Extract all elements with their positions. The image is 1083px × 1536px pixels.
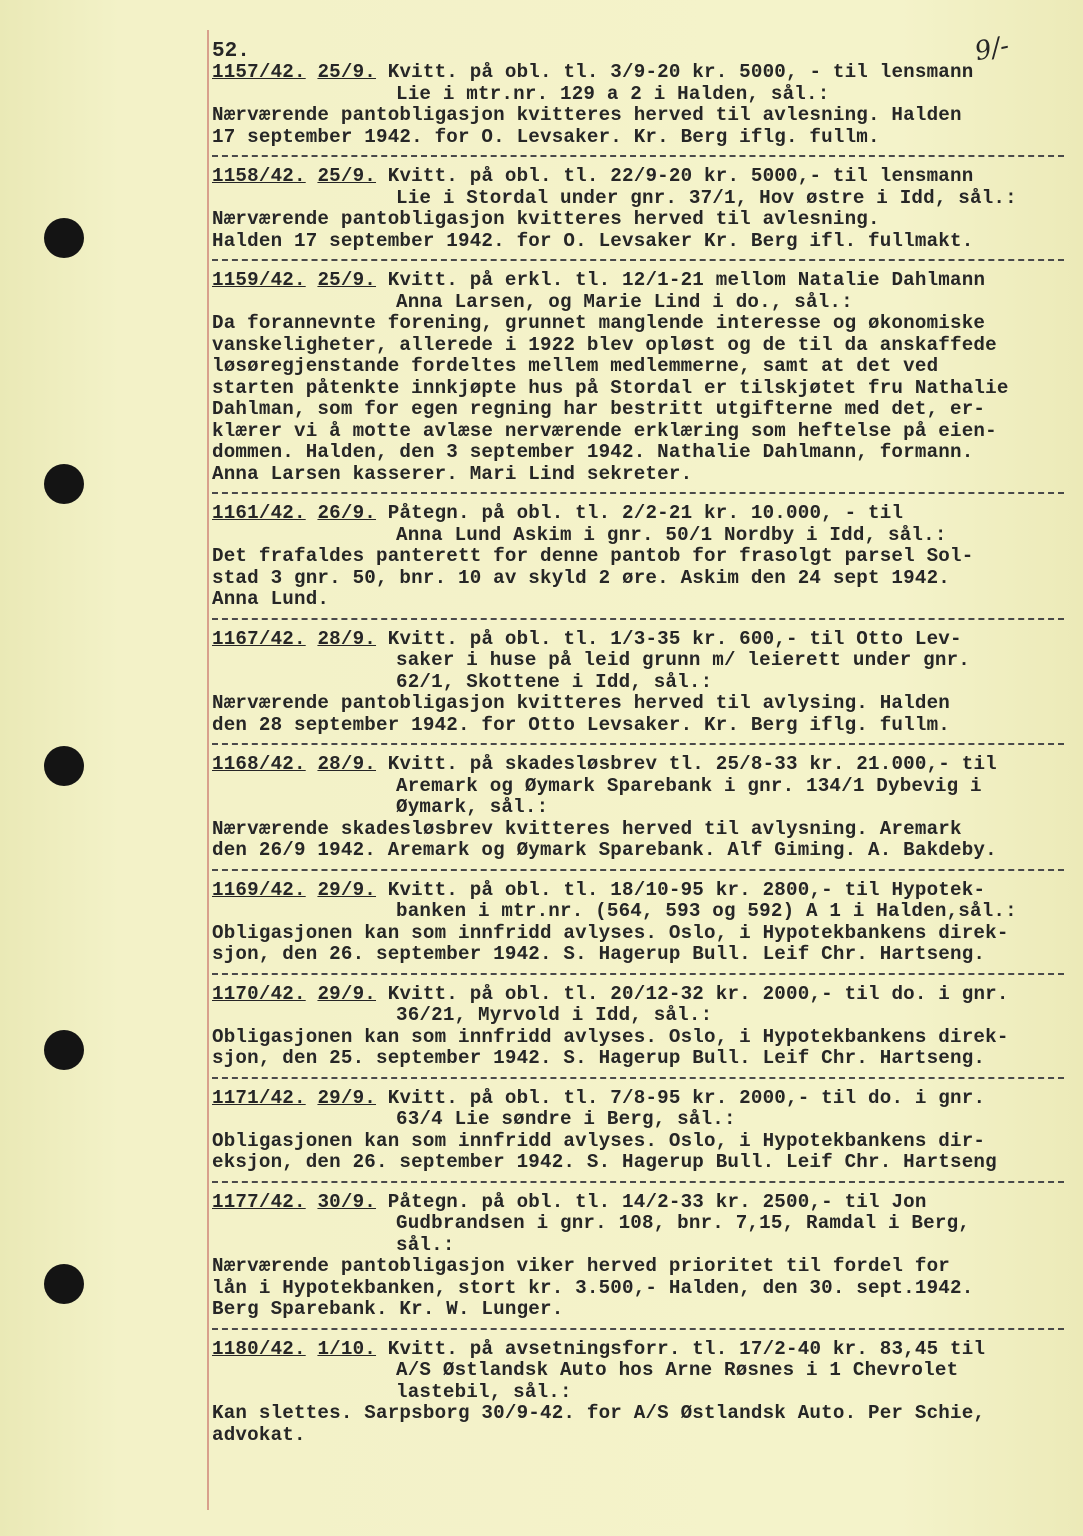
ledger-entry [212, 1088, 1072, 1174]
entry-date: 25/9. [317, 165, 377, 187]
entry-continuation-line: Anna Lund Askim i gnr. 50/1 Nordby i Idd, sål.: [396, 523, 947, 546]
entry-body-line: Obligasjonen kan som innfridd avlyses. Oslo, i Hypotekbankens direk- [212, 921, 1009, 944]
entry-body-line: Anna Lund. [212, 588, 330, 610]
entry-body-line: klærer vi å motte avlæse nerværende erklæring som heftelse på eien- [212, 419, 997, 442]
entry-date: 29/9. [317, 1086, 377, 1109]
entry-body-line: 17 september 1942. for O. Levsaker. Kr. Berg iflg. fullm. [212, 125, 880, 148]
entry-heading-text: Kvitt. på obl. tl. 20/12-32 kr. 2000,- til do. i gnr. [387, 982, 1009, 1005]
entry-continuation-line: Øymark, sål.: [396, 796, 549, 818]
entry-heading-text: Påtegn. på obl. tl. 2/2-21 kr. 10.000, - til [387, 502, 904, 524]
entry-heading-text: Kvitt. på skadesløsbrev tl. 25/8-33 kr. 21.000,- til [387, 753, 997, 775]
entry-number: 1169/42. [212, 878, 306, 901]
entry-number: 1168/42. [212, 753, 306, 775]
entry-date: 25/9. [317, 61, 377, 83]
entry-body-line: Obligasjonen kan som innfridd avlyses. Oslo, i Hypotekbankens dir- [212, 1129, 986, 1152]
entry-body-line: starten påtenkte innkjøpte hus på Stordal er tilskjøtet fru Nathalie [212, 376, 1009, 399]
entry-body-line: den 26/9 1942. Aremark og Øymark Sparebank. Alf Giming. A. Bakdeby. [212, 839, 997, 861]
entry-continuation-line: Lie i Stordal under gnr. 37/1, Hov østre i Idd, sål.: [396, 186, 1017, 209]
entry-body-line: Da forannevnte forening, grunnet manglende interesse og økonomiske [212, 312, 986, 334]
entry-date: 26/9. [317, 502, 377, 524]
entry-date: 28/9. [317, 627, 377, 650]
dashed-separator [212, 492, 1064, 494]
entry-number: 1159/42. [212, 269, 306, 291]
ledger-entry [212, 270, 1072, 485]
entry-heading-text: Kvitt. på avsetningsforr. tl. 17/2-40 kr. 83,45 til [387, 1337, 986, 1360]
entry-body-line: Halden 17 september 1942. for O. Levsaker Kr. Berg ifl. fullmakt. [212, 229, 974, 252]
dashed-separator [212, 259, 1064, 261]
punch-hole [44, 746, 84, 786]
entry-date: 25/9. [317, 269, 377, 291]
handwritten-page-mark: 9/- [972, 30, 1012, 68]
margin-rule [207, 30, 209, 1510]
entry-continuation-line: saker i huse på leid grunn m/ leierett under gnr. [396, 649, 971, 671]
entry-date: 1/10. [317, 1337, 377, 1360]
entry-continuation-line: Lie i mtr.nr. 129 a 2 i Halden, sål.: [396, 82, 830, 105]
ledger-entry [212, 1339, 1072, 1447]
entry-date: 28/9. [317, 753, 377, 775]
entry-body-line: Berg Sparebank. Kr. W. Lunger. [212, 1298, 564, 1320]
entry-number: 1171/42. [212, 1086, 306, 1109]
ledger-entry [212, 629, 1072, 737]
entry-continuation-line: sål.: [396, 1233, 455, 1256]
entry-number: 1170/42. [212, 982, 306, 1005]
entry-number: 1157/42. [212, 61, 306, 83]
entry-continuation-line: 63/4 Lie søndre i Berg, sål.: [396, 1108, 736, 1130]
entry-body-line: sjon, den 26. september 1942. S. Hagerup Bull. Leif Chr. Hartseng. [212, 943, 986, 965]
entry-body-line: stad 3 gnr. 50, bnr. 10 av skyld 2 øre. Askim den 24 sept 1942. [212, 566, 951, 589]
entry-body-line: Nærværende pantobligasjon kvitteres herved til avlesning. Halden [212, 104, 962, 126]
entry-continuation-line: 36/21, Myrvold i Idd, sål.: [396, 1004, 713, 1026]
dashed-separator [212, 155, 1064, 157]
entry-body-line: løsøregjenstande fordeltes mellem medlemmerne, samt at det ved [212, 355, 939, 377]
dashed-separator [212, 1181, 1064, 1183]
entry-continuation-line: Gudbrandsen i gnr. 108, bnr. 7,15, Ramdal i Berg, [396, 1212, 971, 1234]
entry-number: 1161/42. [212, 502, 306, 524]
entry-date: 29/9. [317, 982, 377, 1005]
entry-continuation-line: 62/1, Skottene i Idd, sål.: [396, 670, 713, 693]
dashed-separator [212, 618, 1064, 620]
entry-body-line: Obligasjonen kan som innfridd avlyses. Oslo, i Hypotekbankens direk- [212, 1025, 1009, 1048]
entry-continuation-line: Anna Larsen, og Marie Lind i do., sål.: [396, 290, 853, 313]
entry-body-line: eksjon, den 26. september 1942. S. Hagerup Bull. Leif Chr. Hartseng [212, 1151, 997, 1173]
entry-number: 1167/42. [212, 627, 306, 650]
ledger-entry [212, 754, 1072, 862]
entry-continuation-line: banken i mtr.nr. (564, 593 og 592) A 1 i Halden,sål.: [396, 900, 1017, 922]
entry-continuation-line: Aremark og Øymark Sparebank i gnr. 134/1 Dybevig i [396, 774, 982, 797]
page-number: 52. [212, 40, 250, 63]
ledger-entry [212, 166, 1072, 252]
ledger-entry [212, 1192, 1072, 1321]
entry-first-line [212, 984, 1072, 1006]
entry-body-line: Nærværende pantobligasjon kvitteres herved til avlysing. Halden [212, 692, 951, 714]
entry-body-line: lån i Hypotekbanken, stort kr. 3.500,- Halden, den 30. sept.1942. [212, 1276, 974, 1299]
entry-body-line: Anna Larsen kasserer. Mari Lind sekreter. [212, 462, 693, 485]
punch-hole [44, 1030, 84, 1070]
entry-first-line [212, 270, 1072, 292]
dashed-separator [212, 869, 1064, 871]
entry-heading-text: Kvitt. på obl. tl. 22/9-20 kr. 5000,- til lensmann [387, 165, 974, 187]
punch-hole [44, 464, 84, 504]
ledger-entry [212, 984, 1072, 1070]
entry-body-line: sjon, den 25. september 1942. S. Hagerup Bull. Leif Chr. Hartseng. [212, 1047, 986, 1069]
dashed-separator [212, 743, 1064, 745]
punch-hole [44, 218, 84, 258]
entry-body-line: Nærværende pantobligasjon kvitteres herved til avlesning. [212, 208, 880, 230]
entry-first-line [212, 166, 1072, 188]
ledger-entry [212, 62, 1072, 148]
entry-body-line: den 28 september 1942. for Otto Levsaker. Kr. Berg iflg. fullm. [212, 713, 951, 736]
entry-first-line [212, 62, 1072, 84]
dashed-separator [212, 1077, 1064, 1079]
entry-first-line [212, 880, 1072, 902]
entry-heading-text: Kvitt. på erkl. tl. 12/1-21 mellom Natalie Dahlmann [387, 269, 986, 291]
entry-number: 1158/42. [212, 165, 306, 187]
entry-number: 1177/42. [212, 1190, 306, 1213]
dashed-separator [212, 1328, 1064, 1330]
entry-continuation-line: A/S Østlandsk Auto hos Arne Røsnes i 1 Chevrolet [396, 1359, 959, 1381]
entry-list [212, 62, 1072, 1446]
entry-continuation-line: lastebil, sål.: [396, 1380, 572, 1403]
entry-heading-text: Kvitt. på obl. tl. 3/9-20 kr. 5000, - til lensmann [387, 61, 974, 83]
entry-first-line [212, 1088, 1072, 1110]
punch-hole [44, 1264, 84, 1304]
ledger-entry [212, 880, 1072, 966]
entry-first-line [212, 1192, 1072, 1214]
entry-date: 29/9. [317, 878, 377, 901]
dashed-separator [212, 973, 1064, 975]
entry-body-line: Nærværende skadesløsbrev kvitteres herved til avlysning. Aremark [212, 817, 962, 840]
entry-heading-text: Kvitt. på obl. tl. 1/3-35 kr. 600,- til Otto Lev- [387, 627, 962, 650]
entry-first-line [212, 754, 1072, 776]
entry-number: 1180/42. [212, 1337, 306, 1360]
entry-first-line [212, 1339, 1072, 1361]
entry-body-line: Nærværende pantobligasjon viker herved prioritet til fordel for [212, 1255, 951, 1277]
entry-body-line: advokat. [212, 1423, 306, 1446]
entry-heading-text: Påtegn. på obl. tl. 14/2-33 kr. 2500,- til Jon [387, 1190, 927, 1213]
entry-body-line: Kan slettes. Sarpsborg 30/9-42. for A/S Østlandsk Auto. Per Schie, [212, 1402, 986, 1424]
entry-first-line [212, 503, 1072, 525]
entry-body-line: vanskeligheter, allerede i 1922 blev opløst og de til da anskaffede [212, 333, 997, 356]
entry-body-line: Det frafaldes panterett for denne pantob for frasolgt parsel Sol- [212, 545, 974, 567]
entry-body-line: dommen. Halden, den 3 september 1942. Nathalie Dahlmann, formann. [212, 441, 974, 463]
ledger-entry [212, 503, 1072, 611]
entry-body-line: Dahlman, som for egen regning har bestritt utgifterne med det, er- [212, 398, 986, 420]
entry-heading-text: Kvitt. på obl. tl. 7/8-95 kr. 2000,- til do. i gnr. [387, 1086, 986, 1109]
entry-date: 30/9. [317, 1190, 377, 1213]
entry-heading-text: Kvitt. på obl. tl. 18/10-95 kr. 2800,- til Hypotek- [387, 878, 986, 901]
entry-first-line [212, 629, 1072, 651]
